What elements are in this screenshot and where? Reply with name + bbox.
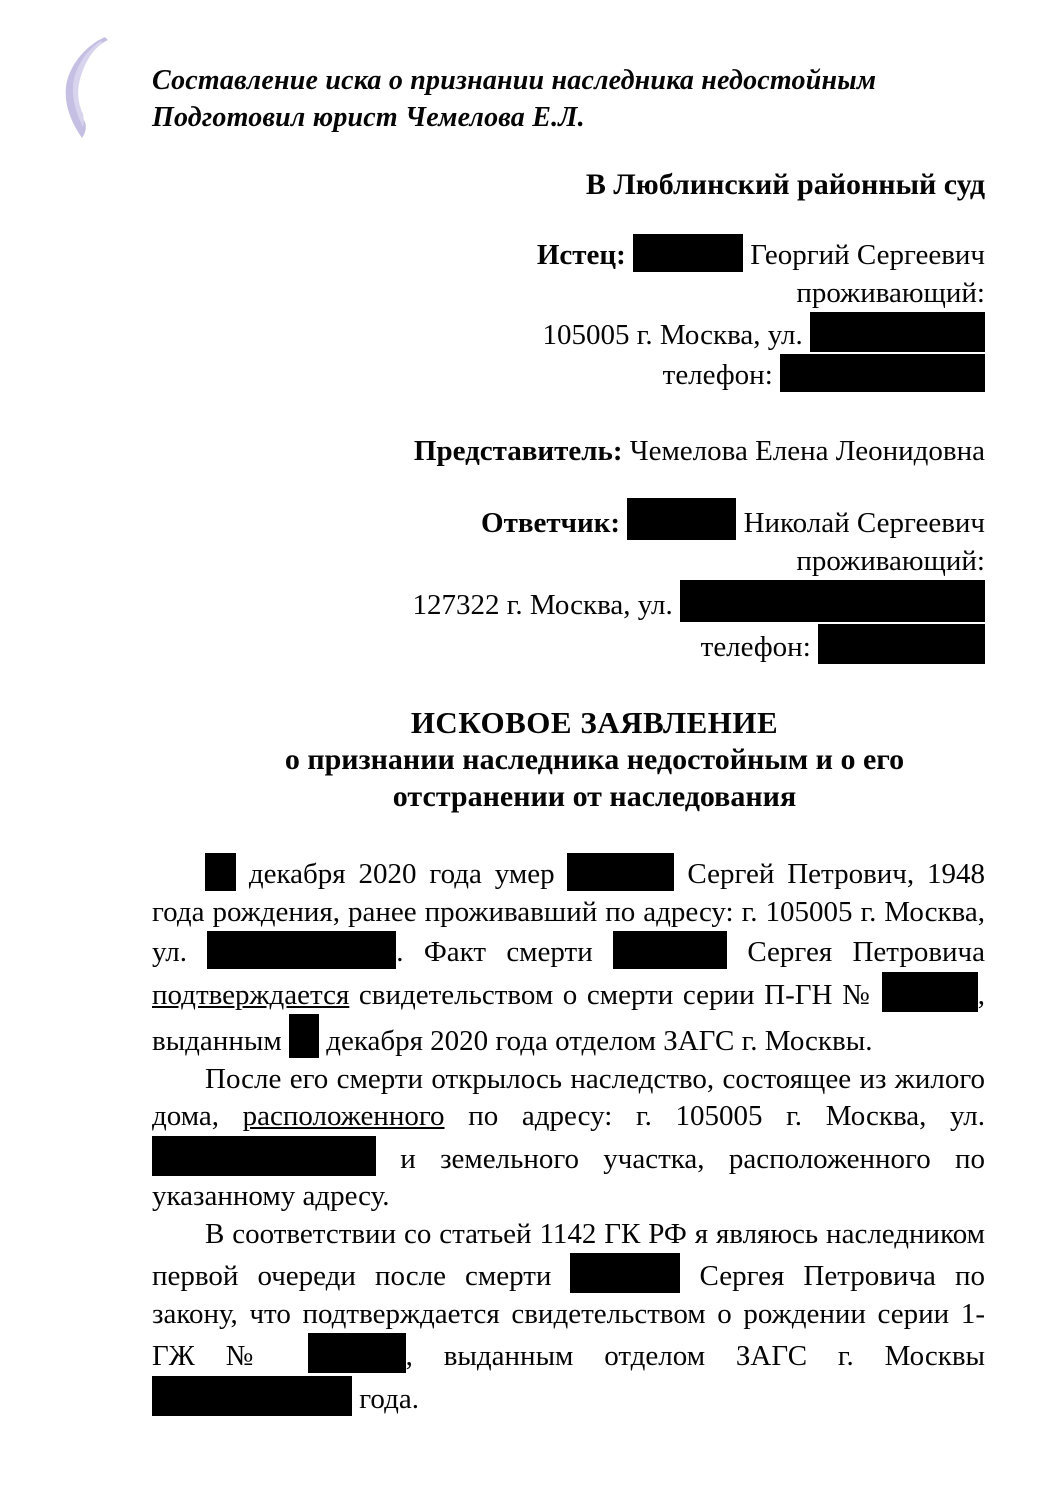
brush-stroke-main: [66, 37, 108, 138]
redaction-box: [207, 931, 396, 969]
text-segment: года.: [352, 1382, 419, 1415]
text-segment: проживающий:: [796, 545, 985, 577]
defendant-name-line: [152, 498, 985, 542]
title-line-1: ИСКОВОЕ ЗАЯВЛЕНИЕ: [410, 705, 779, 740]
redaction-box: [633, 234, 743, 272]
text-segment: После его смерти открылось наследство, состоящее из жилого дома,: [152, 1062, 985, 1132]
redaction-box: [680, 580, 985, 622]
body-paragraph-2: [152, 1061, 985, 1216]
text-segment: Сергея Петровича: [727, 936, 985, 968]
plaintiff-block: [152, 234, 985, 394]
text-segment: Николай Сергеевич: [736, 507, 985, 539]
text-segment: 105005 г. Москва, ул.: [542, 319, 810, 351]
redaction-box: [152, 1376, 352, 1416]
redaction-box: [818, 624, 985, 664]
redaction-box: [780, 354, 985, 392]
text-segment: Представитель:: [413, 435, 630, 467]
redaction-box: [882, 972, 978, 1012]
text-segment: 127322 г. Москва, ул.: [412, 589, 680, 621]
redaction-box: [570, 1253, 680, 1293]
text-segment: и земельного участка, расположенного по указанному адресу.: [152, 1142, 985, 1212]
body-paragraph-3: [152, 1216, 985, 1419]
plaintiff-residing-line: [152, 274, 985, 312]
title-line-2: о признании наследника недостойным и о его: [284, 743, 905, 776]
text-segment: Чемелова Елена Леонидовна: [629, 435, 985, 467]
defendant-address-line: [152, 580, 985, 624]
text-segment: подтверждается: [152, 978, 350, 1011]
text-segment: телефон:: [700, 631, 818, 663]
text-segment: . Факт смерти: [396, 936, 614, 968]
brush-stroke-icon: [57, 36, 111, 140]
document-body: [152, 853, 985, 1418]
redaction-box: [567, 853, 674, 891]
title-line-3: отстранении от наследования: [392, 780, 797, 813]
representative-line: [152, 432, 985, 470]
text-segment: Ответчик:: [481, 507, 628, 539]
text-segment: расположенного: [242, 1100, 445, 1132]
text-segment: декабря 2020 года отделом ЗАГС г. Москвы.: [318, 1025, 873, 1057]
redaction-box: [613, 931, 727, 969]
text-segment: , выданным: [152, 978, 985, 1057]
redaction-box: [810, 312, 985, 352]
document-header: [152, 62, 985, 136]
redaction-box: [289, 1014, 319, 1058]
court-line: В Люблинский районный суд: [585, 168, 985, 201]
text-segment: Сергей Петрович, 1948 года рождения, ранее проживавший по адресу: г. 105005 г. Москва, ул.: [152, 858, 985, 968]
plaintiff-phone-line: [152, 354, 985, 394]
text-segment: Георгий Сергеевич: [743, 239, 985, 271]
defendant-block: [152, 498, 985, 666]
text-segment: проживающий:: [796, 277, 985, 309]
redaction-box: [205, 853, 236, 891]
text-segment: телефон:: [662, 359, 780, 391]
defendant-residing-line: [152, 542, 985, 580]
body-paragraph-1: [152, 853, 985, 1061]
plaintiff-address-line: [152, 312, 985, 354]
redaction-box: [152, 1136, 376, 1176]
header-line-1: Составление иска о признании наследника недостойным: [152, 65, 877, 96]
text-segment: по адресу: г. 105005 г. Москва, ул.: [444, 1100, 985, 1132]
text-segment: Сергея Петровича по закону, что подтверждается свидетельством о рождении серии 1-ГЖ №: [152, 1260, 985, 1372]
redaction-box: [627, 498, 736, 540]
redaction-box: [308, 1333, 406, 1373]
text-segment: Истец:: [536, 239, 634, 271]
text-segment: декабря 2020 года умер: [236, 858, 568, 890]
plaintiff-name-line: [152, 234, 985, 274]
text-segment: , выданным отделом ЗАГС г. Москвы: [405, 1340, 986, 1372]
defendant-phone-line: [152, 624, 985, 666]
text-segment: свидетельством о смерти серии П-ГН №: [349, 978, 882, 1011]
document-title: [178, 704, 1011, 815]
header-line-2: Подготовил юрист Чемелова Е.Л.: [152, 102, 585, 133]
text-segment: В соответствии со статьей 1142 ГК РФ я являюсь наследником первой очереди после смерти: [152, 1217, 985, 1292]
